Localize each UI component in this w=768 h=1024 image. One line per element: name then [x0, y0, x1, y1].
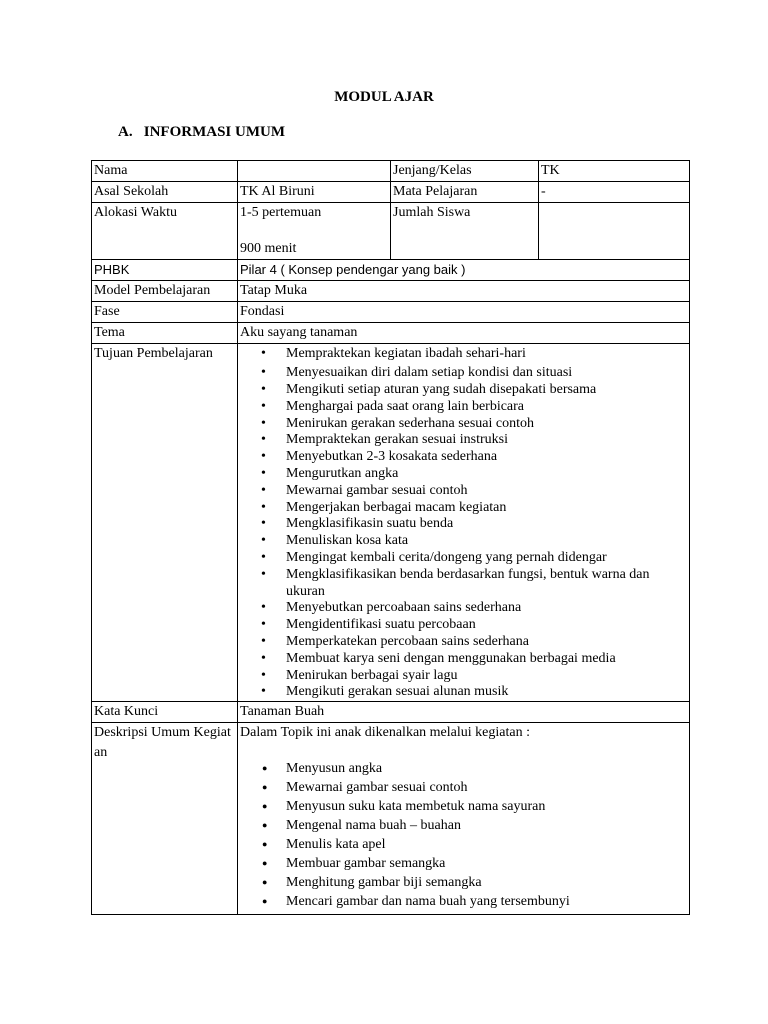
list-item: ● Menghitung gambar biji semangka — [240, 873, 687, 892]
asal-sekolah-value: TK Al Biruni — [238, 182, 391, 203]
deskripsi-intro: Dalam Topik ini anak dikenalkan melalui kegiatan : — [240, 725, 530, 741]
list-item: • Memperkatekan percobaan sains sederhana — [240, 634, 687, 651]
alokasi-waktu-label: Alokasi Waktu — [92, 203, 238, 260]
tema-value: Aku sayang tanaman — [238, 323, 690, 344]
list-item: • Mengidentifikasi suatu percobaan — [240, 617, 687, 634]
list-item: • Mengurutkan angka — [240, 466, 687, 483]
nama-value — [238, 161, 391, 182]
fase-value: Fondasi — [238, 302, 690, 323]
table-row — [92, 723, 690, 915]
table-row — [92, 281, 690, 302]
list-item: ● Mengenal nama buah – buahan — [240, 816, 687, 835]
table-row — [92, 260, 690, 281]
list-item: • Mengerjakan berbagai macam kegiatan — [240, 500, 687, 517]
list-item: • Mewarnai gambar sesuai contoh — [240, 483, 687, 500]
list-item: ● Membuar gambar semangka — [240, 854, 687, 873]
list-item: • Mempraktekan gerakan sesuai instruksi — [240, 432, 687, 449]
list-item: • Menyesuaikan diri dalam setiap kondisi dan situasi — [240, 363, 687, 382]
list-item: • Mempraktekan kegiatan ibadah sehari-hari — [240, 344, 687, 363]
deskripsi-umum-cell — [238, 723, 690, 915]
table-row — [92, 702, 690, 723]
table-row — [92, 203, 690, 260]
phbk-value: Pilar 4 ( Konsep pendengar yang baik ) — [238, 260, 690, 281]
jumlah-siswa-value — [539, 203, 690, 260]
tujuan-pembelajaran-cell — [238, 344, 690, 702]
spacer — [240, 743, 687, 759]
table-row — [92, 344, 690, 702]
fase-label: Fase — [92, 302, 238, 323]
list-item: • Mengklasifikasikan benda berdasarkan fungsi, bentuk warna dan ukuran — [240, 567, 687, 601]
jenjang-label: Jenjang/Kelas — [391, 161, 539, 182]
alokasi-menit: 900 menit — [240, 241, 297, 256]
asal-sekolah-label: Asal Sekolah — [92, 182, 238, 203]
section-number: A. — [118, 124, 133, 140]
phbk-label: PHBK — [92, 260, 238, 281]
list-item: • Mengklasifikasin suatu benda — [240, 516, 687, 533]
tujuan-pembelajaran-label: Tujuan Pembelajaran — [92, 344, 238, 702]
mata-pelajaran-label: Mata Pelajaran — [391, 182, 539, 203]
list-item: ● Menyusun suku kata membetuk nama sayuran — [240, 797, 687, 816]
nama-label: Nama — [92, 161, 238, 182]
table-row — [92, 302, 690, 323]
model-pembelajaran-label: Model Pembelajaran — [92, 281, 238, 302]
list-item: ● Menulis kata apel — [240, 835, 687, 854]
kata-kunci-label: Kata Kunci — [92, 702, 238, 723]
tujuan-list — [240, 344, 687, 701]
section-title: INFORMASI UMUM — [143, 124, 285, 140]
list-item: • Mengikuti gerakan sesuai alunan musik — [240, 684, 687, 701]
table-row — [92, 182, 690, 203]
table-row — [92, 161, 690, 182]
list-item: • Membuat karya seni dengan menggunakan berbagai media — [240, 651, 687, 668]
document-title: MODUL AJAR — [334, 89, 434, 105]
list-item: ● Mencari gambar dan nama buah yang tersembunyi — [240, 892, 687, 911]
list-item: • Menuliskan kosa kata — [240, 533, 687, 550]
section-heading — [118, 122, 285, 142]
list-item: • Menyebutkan percoabaan sains sederhana — [240, 600, 687, 617]
list-item: • Mengikuti setiap aturan yang sudah disepakati bersama — [240, 382, 687, 399]
list-item: ● Mewarnai gambar sesuai contoh — [240, 778, 687, 797]
mata-pelajaran-value: - — [539, 182, 690, 203]
model-pembelajaran-value: Tatap Muka — [238, 281, 690, 302]
alokasi-pertemuan: 1-5 pertemuan — [240, 205, 322, 220]
spacer — [240, 223, 388, 239]
tema-label: Tema — [92, 323, 238, 344]
list-item: • Menirukan gerakan sederhana sesuai contoh — [240, 416, 687, 433]
table-row — [92, 323, 690, 344]
list-item: • Menyebutkan 2-3 kosakata sederhana — [240, 449, 687, 466]
jumlah-siswa-label: Jumlah Siswa — [391, 203, 539, 260]
alokasi-waktu-value — [238, 203, 391, 260]
kata-kunci-value: Tanaman Buah — [238, 702, 690, 723]
list-item: ● Menyusun angka — [240, 759, 687, 778]
list-item: • Menghargai pada saat orang lain berbicara — [240, 399, 687, 416]
list-item: • Menirukan berbagai syair lagu — [240, 668, 687, 685]
deskripsi-list — [240, 759, 687, 911]
jenjang-value: TK — [539, 161, 690, 182]
deskripsi-umum-label: Deskripsi Umum Kegiatan — [92, 723, 238, 915]
list-item: • Mengingat kembali cerita/dongeng yang pernah didengar — [240, 550, 687, 567]
info-table — [91, 160, 690, 915]
